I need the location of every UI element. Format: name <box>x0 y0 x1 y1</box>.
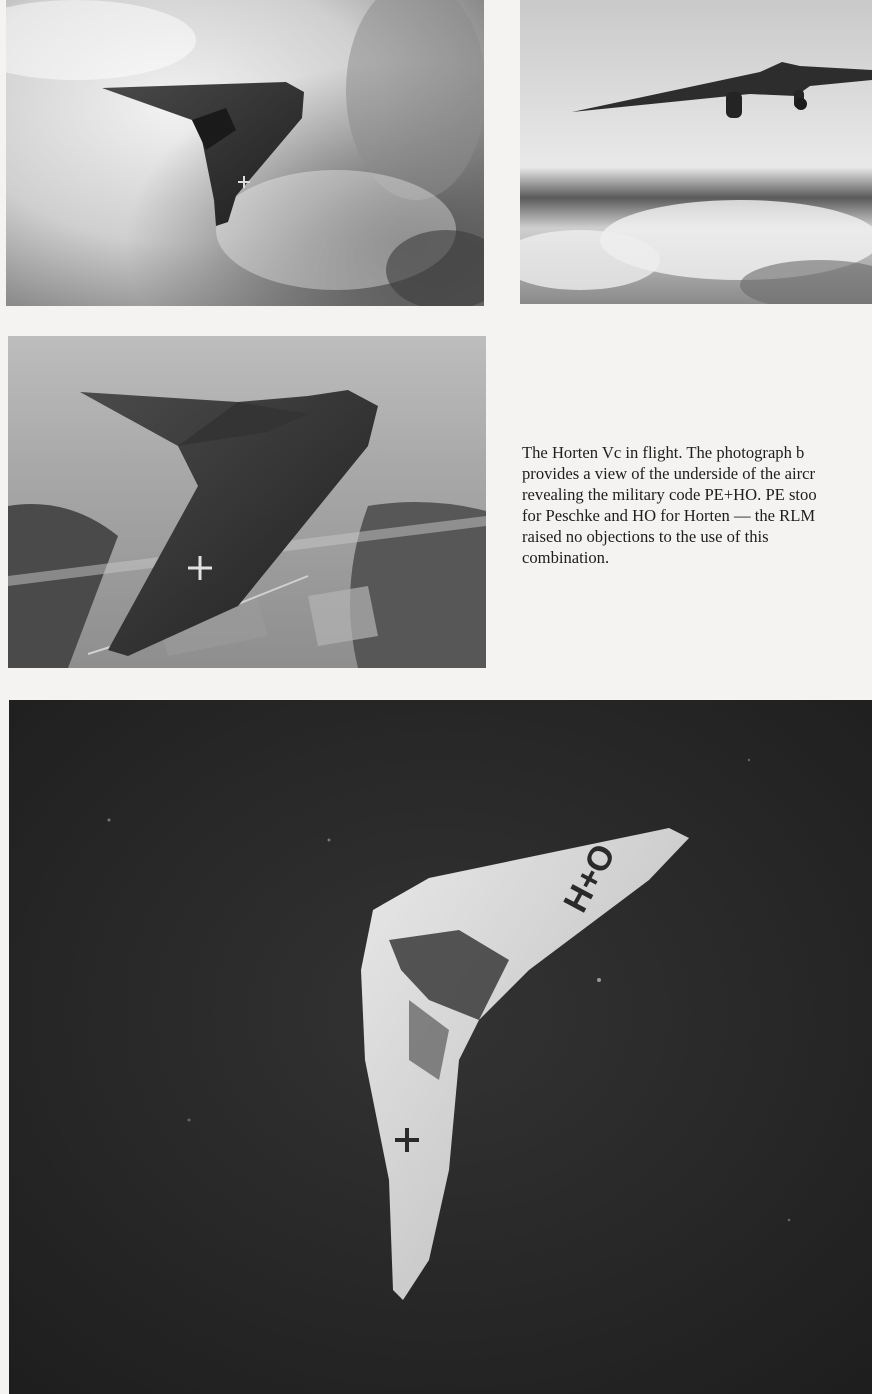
caption-line: provides a view of the underside of the aircr <box>522 464 816 483</box>
photo-aircraft-over-cloud-deck-image <box>520 0 872 304</box>
photo-aircraft-underside <box>9 700 872 1394</box>
photo-aircraft-over-fields-image <box>8 336 486 668</box>
wing-code-marking: H+O <box>556 838 624 919</box>
caption-line: raised no objections to the use of this <box>522 527 769 546</box>
photo-aircraft-over-cloud-deck <box>520 0 872 304</box>
photo-caption <box>522 442 872 568</box>
caption-line: The Horten Vc in flight. The photograph b <box>522 443 805 462</box>
photo-aircraft-in-clouds-image <box>6 0 484 306</box>
photo-aircraft-underside-image <box>9 700 872 1394</box>
caption-line: revealing the military code PE+HO. PE stoo <box>522 485 817 504</box>
caption-line: for Peschke and HO for Horten — the RLM <box>522 506 816 525</box>
caption-line: combination. <box>522 548 610 567</box>
photo-aircraft-over-fields <box>8 336 486 668</box>
photo-aircraft-in-clouds <box>6 0 484 306</box>
